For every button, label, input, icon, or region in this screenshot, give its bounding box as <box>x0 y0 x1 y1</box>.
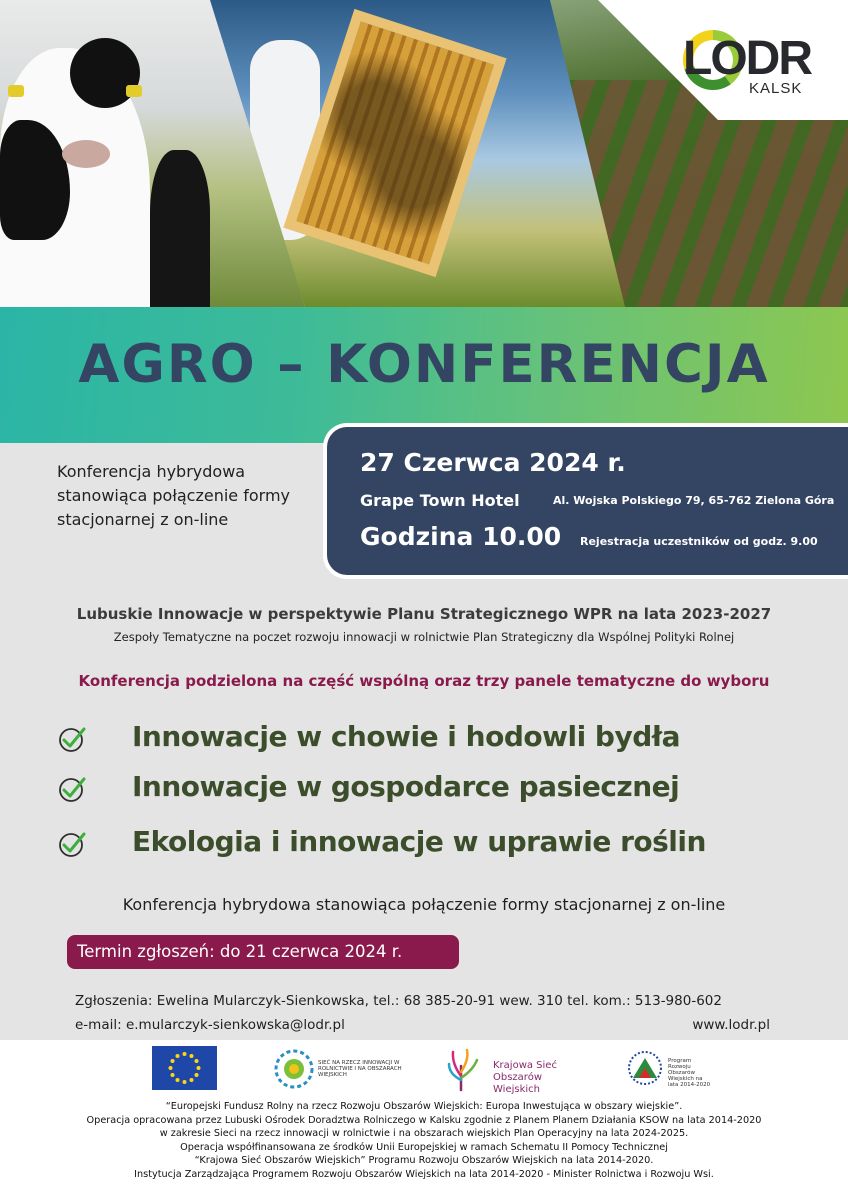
innovation-network-label: SIEĆ NA RZECZ INNOWACJI W ROLNICTWIE I NA OBSZARACH WIEJSKICH <box>318 1060 402 1078</box>
cow-neck <box>150 150 210 307</box>
legal-line: Operacja współfinansowana ze środków Unii Europejskiej w ramach Schematu II Pomocy Technicznej <box>180 1141 668 1153</box>
lodr-logo-subtitle: KALSK <box>749 80 803 97</box>
eu-flag-icon <box>152 1046 217 1090</box>
bees-cluster <box>296 22 494 265</box>
checkmark-icon <box>57 829 87 859</box>
legal-line: Operacja opracowana przez Lubuski Ośrodek Doradztwa Rolniczego w Kalsku zgodnie z Planem Planem Działania KSOW na lata 2014-2020 <box>86 1114 762 1126</box>
ear-tag-icon <box>126 85 142 97</box>
registration-note: Rejestracja uczestników od godz. 9.00 <box>580 535 818 548</box>
cow-spot <box>70 38 140 108</box>
event-venue: Grape Town Hotel <box>360 491 520 510</box>
legal-line: w zakresie Sieci na rzecz innowacji w rolnictwie i na obszarach wiejskich Plan Operacyjny na lata 2024-2025. <box>159 1128 689 1140</box>
lodr-logo-text: LODR <box>683 32 811 85</box>
ear-tag-icon <box>8 85 24 97</box>
event-address: Al. Wojska Polskiego 79, 65-762 Zielona Góra <box>553 494 835 507</box>
legal-line: “Krajowa Sieć Obszarów Wiejskich” Programu Rozwoju Obszarów Wiejskich na lata 2014-2020. <box>194 1155 654 1167</box>
panel-label: Innowacje w chowie i hodowli bydła <box>132 720 681 753</box>
page-title: AGRO – KONFERENCJA <box>78 334 770 395</box>
legal-notice <box>0 1100 848 1182</box>
subtitle-main: Lubuskie Innowacje w perspektywie Planu Strategicznego WPR na lata 2023-2027 <box>76 605 772 623</box>
legal-line: “Europejski Fundusz Rolny na rzecz Rozwoju Obszarów Wiejskich: Europa Inwestująca w obszary wiejskie”. <box>165 1101 683 1112</box>
checkmark-icon <box>57 774 87 804</box>
checkmark-icon <box>57 724 87 754</box>
cow-nose <box>62 140 110 168</box>
panels-intro: Konferencja podzielona na część wspólną oraz trzy panele tematyczne do wyboru <box>78 672 770 690</box>
subtitle-secondary: Zespoły Tematyczne na poczet rozwoju innowacji w rolnictwie Plan Strategiczny dla Wspólnej Polityki Rolnej <box>113 630 735 644</box>
ksow-label: Krajowa Sieć Obszarów Wiejskich <box>493 1060 557 1095</box>
intro-text: Konferencja hybrydowa stanowiąca połączenie formy stacjonarnej z on-line <box>57 462 290 529</box>
event-time: Godzina 10.00 <box>360 522 562 551</box>
panel-label: Ekologia i innowacje w uprawie roślin <box>132 825 706 858</box>
event-date: 27 Czerwca 2024 r. <box>360 448 626 477</box>
contact-phone: Zgłoszenia: Ewelina Mularczyk-Sienkowska, tel.: 68 385-20-91 wew. 310 tel. kom.: 513-980-602 <box>75 993 722 1009</box>
prow-label: Program Rozwoju Obszarów Wiejskich na lata 2014-2020 <box>668 1058 711 1088</box>
contact-email[interactable]: e-mail: e.mularczyk-sienkowska@lodr.pl <box>75 1017 345 1033</box>
panel-item <box>55 770 815 810</box>
registration-deadline: Termin zgłoszeń: do 21 czerwca 2024 r. <box>67 935 459 969</box>
honeycomb-frame <box>283 9 506 277</box>
panel-item <box>55 825 815 865</box>
hybrid-note: Konferencja hybrydowa stanowiąca połączenie formy stacjonarnej z on-line <box>122 895 726 914</box>
panel-label: Innowacje w gospodarce pasiecznej <box>132 770 680 803</box>
website-link[interactable]: www.lodr.pl <box>692 1017 770 1033</box>
panel-item <box>55 720 815 760</box>
legal-line: Instytucja Zarządzająca Programem Rozwoju Obszarów Wiejskich na lata 2014-2020 - Minister Rolnictwa i Rozwoju Wsi. <box>134 1168 714 1180</box>
